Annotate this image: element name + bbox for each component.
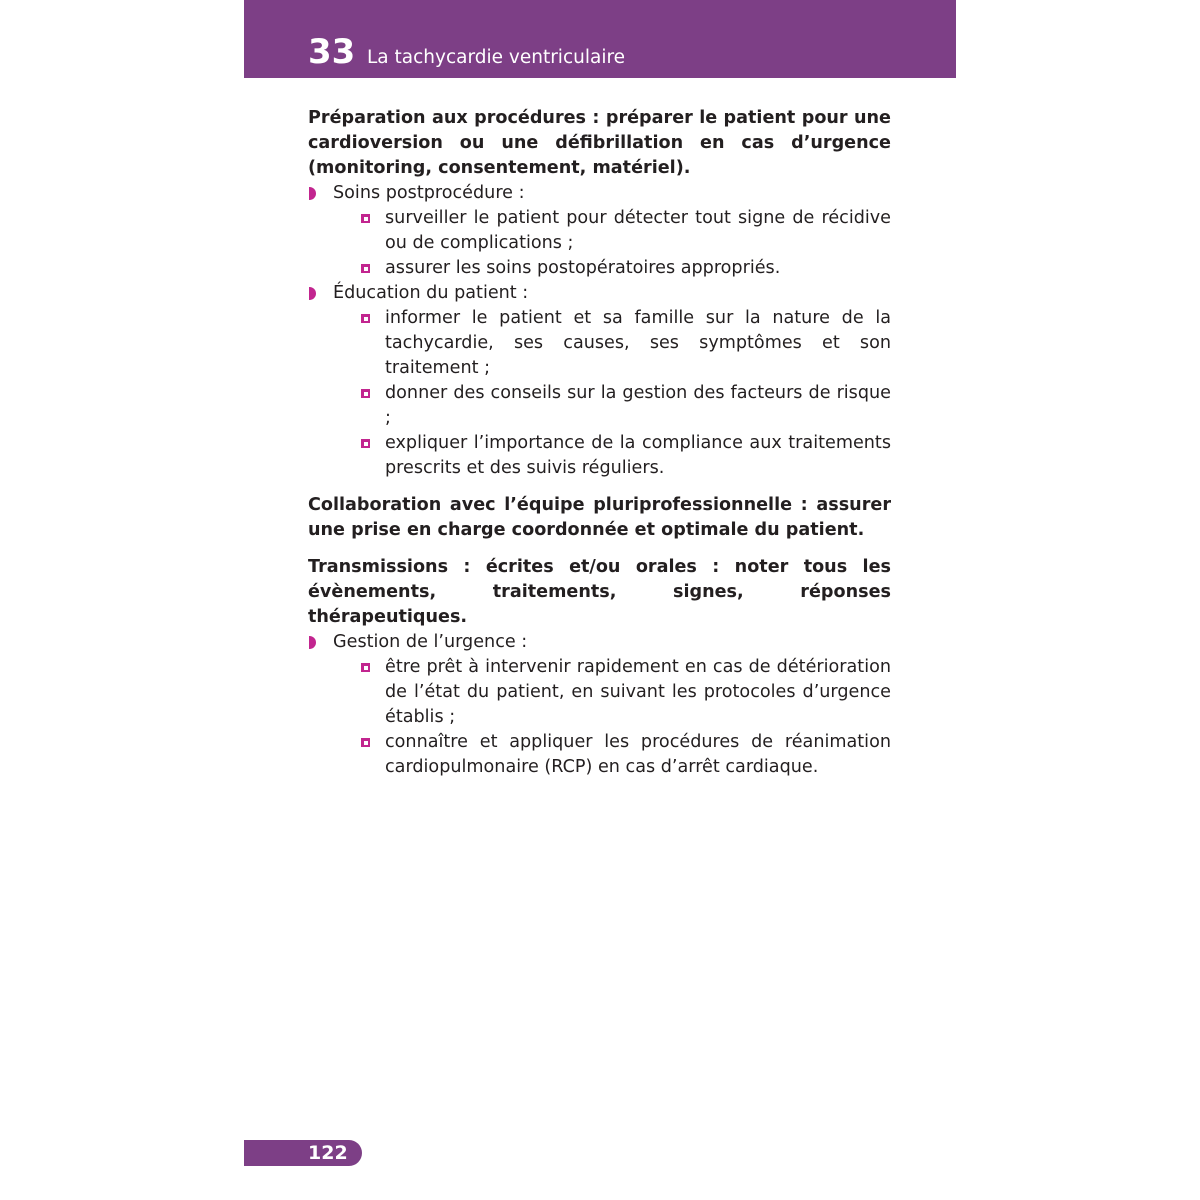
square-bullet-icon [361, 314, 370, 323]
page-number: 122 [308, 1142, 348, 1164]
half-disc-bullet-icon [309, 636, 316, 649]
sub-list-item-text: assurer les soins postopératoires appropriés. [385, 258, 781, 278]
sub-list-item [333, 206, 891, 256]
section-preparation: Préparation aux procédures : préparer le patient pour une cardioversion ou une défibrillation en cas d’urgence (monitoring, consentement, matériel). [308, 108, 891, 178]
list-item-gestion-urgence [308, 630, 891, 780]
half-disc-bullet-icon [309, 187, 316, 200]
square-bullet-icon [361, 214, 370, 223]
list-item-soins-postprocedure [308, 181, 891, 281]
bullet-list-2 [308, 630, 891, 780]
chapter-title: La tachycardie ventriculaire [367, 47, 626, 68]
list-item-label: Gestion de l’urgence : [333, 632, 528, 652]
sub-list-item-text: connaître et appliquer les procédures de réanimation cardiopulmonaire (RCP) en cas d’arrêt cardiaque. [385, 732, 891, 777]
sub-list-item [333, 256, 891, 281]
sub-list-item-text: être prêt à intervenir rapidement en cas de détérioration de l’état du patient, en suivant les protocoles d’urgence établis ; [385, 657, 891, 727]
sub-list-item-text: donner des conseils sur la gestion des facteurs de risque ; [385, 383, 891, 428]
sub-list-item [333, 381, 891, 431]
sub-list [333, 206, 891, 281]
sub-list-item [333, 730, 891, 780]
square-bullet-icon [361, 439, 370, 448]
square-bullet-icon [361, 738, 370, 747]
book-page [244, 0, 956, 1200]
section-collaboration: Collaboration avec l’équipe pluriprofessionnelle : assurer une prise en charge coordonnée et optimale du patient. [308, 495, 891, 540]
bullet-list-1 [308, 181, 891, 481]
list-item-label: Soins postprocédure : [333, 183, 525, 203]
list-item-label: Éducation du patient : [333, 283, 529, 303]
sub-list-item-text: informer le patient et sa famille sur la nature de la tachycardie, ses causes, ses symptômes et son traitement ; [385, 308, 891, 378]
list-item-education-patient [308, 281, 891, 481]
chapter-header [244, 0, 956, 78]
section-transmissions: Transmissions : écrites et/ou orales : noter tous les évènements, traitements, signes, réponses thérapeutiques. [308, 557, 891, 627]
square-bullet-icon [361, 264, 370, 273]
sub-list [333, 306, 891, 481]
sub-list-item [333, 306, 891, 381]
sub-list-item [333, 655, 891, 730]
square-bullet-icon [361, 389, 370, 398]
sub-list-item-text: surveiller le patient pour détecter tout signe de récidive ou de complications ; [385, 208, 891, 253]
square-bullet-icon [361, 663, 370, 672]
half-disc-bullet-icon [309, 287, 316, 300]
sub-list [333, 655, 891, 780]
page-content [308, 106, 891, 780]
chapter-number: 33 [308, 32, 356, 72]
sub-list-item-text: expliquer l’importance de la compliance aux traitements prescrits et des suivis réguliers. [385, 433, 891, 478]
sub-list-item [333, 431, 891, 481]
